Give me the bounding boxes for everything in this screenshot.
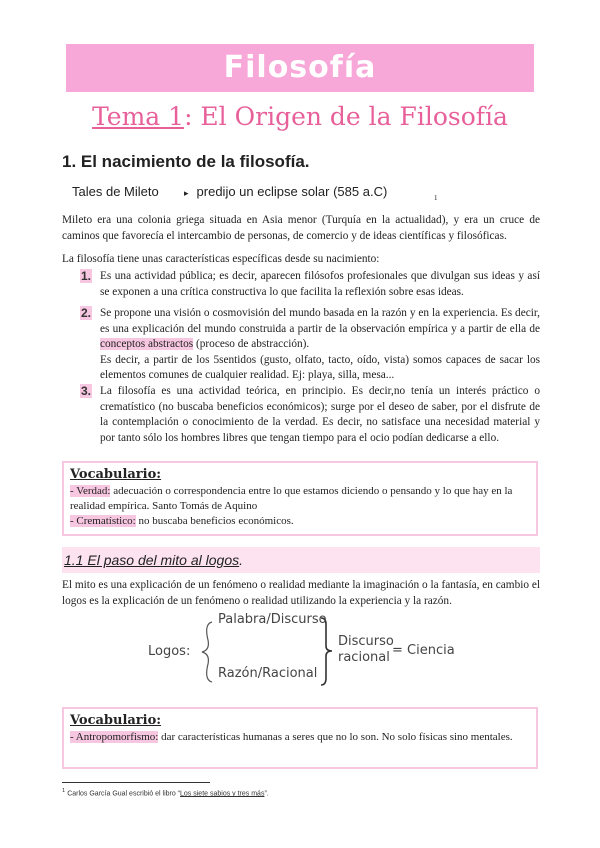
list-text: Es una actividad pública; es decir, aparecen filósofos profesionales que divulgan sus ideas y así se exponen a una crítica constructiva lo que facilita la reflexión sobre esas ideas. (100, 270, 540, 298)
diagram-logos: Logos: (148, 644, 191, 659)
tales-fact-text: predijo un eclipse solar (585 a.C) (196, 184, 388, 199)
footnote-reference[interactable]: 1 (434, 194, 438, 202)
footnote: $^1$ Carlos García Gual escribió el libro “Los siete sabios y tres más”. (62, 788, 269, 798)
highlighted-term: conceptos abstractos (100, 338, 194, 350)
diagram-middle: Discurso racional (338, 634, 394, 665)
topic-label: Tema 1 (92, 102, 185, 131)
paragraph-mito-logos: El mito es una explicación de un fenómeno o realidad mediante la imaginación o la fantasía, en cambio el logos es la explicación de un fenómeno o realidad utilizando la experiencia y la razón. (62, 579, 540, 607)
diagram-result: = Ciencia (392, 643, 455, 658)
list-number: 3. (81, 384, 92, 398)
list-text: Se propone una visión o cosmovisión del mundo basada en la razón y en la experiencia. Es decir, es una explicación del mundo construida a partir de la observación empírica y a partir de ella de conceptos abstractos (proceso de abstracción). Es decir, a partir de los 5sentidos (gusto, olfato, tacto, oído, vista) somos capaces de sacar los elementos comunes de cualquier realidad. Ej: playa, silla, mesa... (100, 307, 540, 381)
topic-title (0, 100, 600, 134)
diagram-top: Palabra/Discurso (218, 612, 327, 627)
banner-title: Filosofía (223, 50, 377, 85)
paragraph-characteristics: La filosofía tiene unas características específicas desde su nacimiento: (62, 253, 380, 265)
vocabulary-box (62, 707, 538, 769)
vocabulary-title: Vocabulario: (70, 713, 162, 728)
subsection-heading: 1.1 El paso del mito al logos. (62, 547, 540, 573)
footnote-book-title: Los siete sabios y tres más (180, 790, 265, 798)
topic-name: : El Origen de la Filosofía (184, 102, 508, 131)
tales-fact (184, 184, 387, 199)
list-number: 2. (81, 306, 92, 320)
vocabulary-entry: - Crematístico: no buscaba beneficios económicos. (70, 515, 294, 527)
arrow-bullet-icon: ▸ (184, 188, 189, 198)
vocabulary-box (62, 461, 538, 536)
footnote-divider (62, 782, 210, 783)
logos-diagram (140, 610, 460, 692)
section-heading: 1. El nacimiento de la filosofía. (62, 152, 310, 171)
list-text: La filosofía es una actividad teórica, en principio. Es decir,no tenía un interés práctico o crematístico (no buscaba beneficios económicos); surge por el deseo de saber, por el disfrute de la contemplación o conocimiento de la verdad. Es decir, no satisface una necesidad material y por tanto sólo los hombres libres que tengan tiempo para el ocio podían dedicarse a ello. (100, 385, 540, 444)
diagram-bottom: Razón/Racional (218, 666, 318, 681)
vocabulary-entry: - Antropomorfismo: dar características humanas a seres que no lo son. No solo físicas sino mentales. (70, 731, 513, 743)
page-banner (66, 44, 534, 92)
paragraph-mileto: Mileto era una colonia griega situada en Asia menor (Turquía en la actualidad), y era un cruce de caminos que favorecía el intercambio de personas, de comercio y de ideas científicas y filosóficas. (62, 214, 540, 242)
vocabulary-entry: - Verdad: adecuación o correspondencia entre lo que estamos diciendo o pensando y lo que hay en la realidad empírica. Santo Tomás de Aquino (70, 485, 513, 512)
list-number: 1. (81, 269, 92, 283)
tales-label: Tales de Mileto (72, 184, 159, 199)
vocabulary-title: Vocabulario: (70, 467, 162, 482)
